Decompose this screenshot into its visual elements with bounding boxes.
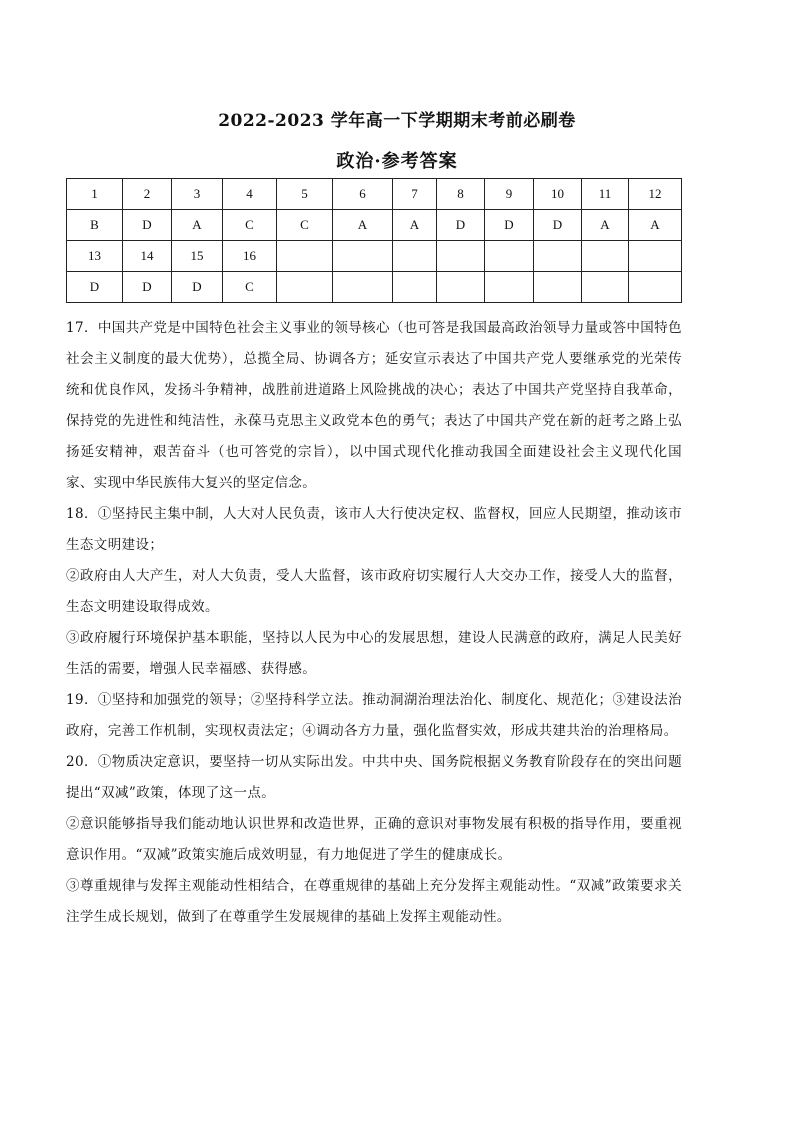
answer-key-cell [534,272,582,303]
answer-key-cell [333,272,393,303]
question-number-cell [393,241,437,272]
answer-content [66,313,682,933]
question-number-cell: 9 [485,179,534,210]
question-number-cell [582,241,629,272]
answer-key-cell: A [172,210,223,241]
question-number-cell: 7 [393,179,437,210]
answer-key-cell: D [534,210,582,241]
answer-key-cell [485,272,534,303]
answer-key-cell: D [485,210,534,241]
answer-key-cell: A [582,210,629,241]
question-number-row [67,179,682,210]
answer-key-cell: A [629,210,682,241]
answer-key-cell [277,272,333,303]
answer-key-cell [629,272,682,303]
question-number-cell: 11 [582,179,629,210]
answer-table [66,178,682,303]
answer-17: 17．中国共产党是中国特色社会主义事业的领导核心（也可答是我国最高政治领导力量或答中国特色社会主义制度的最大优势），总揽全局、协调各方；延安宣示表达了中国共产党人要继承党的光荣传统和优良作风，发扬斗争精神，战胜前进道路上风险挑战的决心；表达了中国共产党坚持自我革命，保持党的先进性和纯洁性，永葆马克思主义政党本色的勇气；表达了中国共产党在新的赶考之路上弘扬延安精神，艰苦奋斗（也可答党的宗旨），以中国式现代化推动我国全面建设社会主义现代化国家、实现中华民族伟大复兴的坚定信念。 [66,320,682,491]
question-number-cell: 10 [534,179,582,210]
question-number-cell: 14 [123,241,172,272]
answer-key-cell [582,272,629,303]
question-number-cell [534,241,582,272]
answer-key-cell: D [437,210,485,241]
answer-20-point-1: 20．①物质决定意识，要坚持一切从实际出发。中共中央、国务院根据义务教育阶段存在的突出问题提出“双减”政策，体现了这一点。 [66,754,682,801]
question-number-cell: 4 [223,179,277,210]
answer-20-point-2: ②意识能够指导我们能动地认识世界和改造世界，正确的意识对事物发展有积极的指导作用，要重视意识作用。“双减”政策实施后成效明显，有力地促进了学生的健康成长。 [66,816,682,863]
answer-18-point-2: ②政府由人大产生，对人大负责，受人大监督，该市政府切实履行人大交办工作，接受人大的监督，生态文明建设取得成效。 [66,568,682,615]
question-number-cell [277,241,333,272]
question-number-cell: 2 [123,179,172,210]
question-number-cell: 3 [172,179,223,210]
document-subtitle: 政治·参考答案 [336,151,458,172]
answer-20-point-3: ③尊重规律与发挥主观能动性相结合，在尊重规律的基础上充分发挥主观能动性。“双减”政策要求关注学生成长规划，做到了在尊重学生发展规律的基础上发挥主观能动性。 [66,878,682,925]
answer-key-row [67,210,682,241]
answer-key-cell: D [67,272,123,303]
answer-key-cell: A [333,210,393,241]
question-number-cell: 15 [172,241,223,272]
question-number-cell [437,241,485,272]
answer-key-cell: D [123,272,172,303]
question-number-cell [333,241,393,272]
question-number-cell: 6 [333,179,393,210]
question-number-cell [485,241,534,272]
answer-key-cell: D [123,210,172,241]
question-number-row [67,241,682,272]
question-number-cell: 16 [223,241,277,272]
question-number-cell: 1 [67,179,123,210]
answer-key-cell: C [223,272,277,303]
question-number-cell: 12 [629,179,682,210]
question-number-cell: 13 [67,241,123,272]
answer-18-point-1: 18．①坚持民主集中制，人大对人民负责，该市人大行使决定权、监督权，回应人民期望，推动该市生态文明建设； [66,506,682,553]
answer-key-cell: B [67,210,123,241]
question-number-cell: 5 [277,179,333,210]
question-number-cell: 8 [437,179,485,210]
document-title: 2022-2023 学年高一下学期期末考前必刷卷 [218,111,576,131]
answer-18-point-3: ③政府履行环境保护基本职能，坚持以人民为中心的发展思想，建设人民满意的政府，满足人民美好生活的需要，增强人民幸福感、获得感。 [66,630,682,677]
answer-key-cell: A [393,210,437,241]
answer-table-body [67,179,682,303]
answer-key-cell [437,272,485,303]
answer-key-cell: C [277,210,333,241]
answer-key-cell: C [223,210,277,241]
question-number-cell [629,241,682,272]
answer-key-cell [393,272,437,303]
answer-key-row [67,272,682,303]
answer-key-cell: D [172,272,223,303]
answer-19: 19．①坚持和加强党的领导；②坚持科学立法。推动洞湖治理法治化、制度化、规范化；③建设法治政府，完善工作机制，实现权责法定；④调动各方力量，强化监督实效，形成共建共治的治理格局。 [66,692,682,739]
